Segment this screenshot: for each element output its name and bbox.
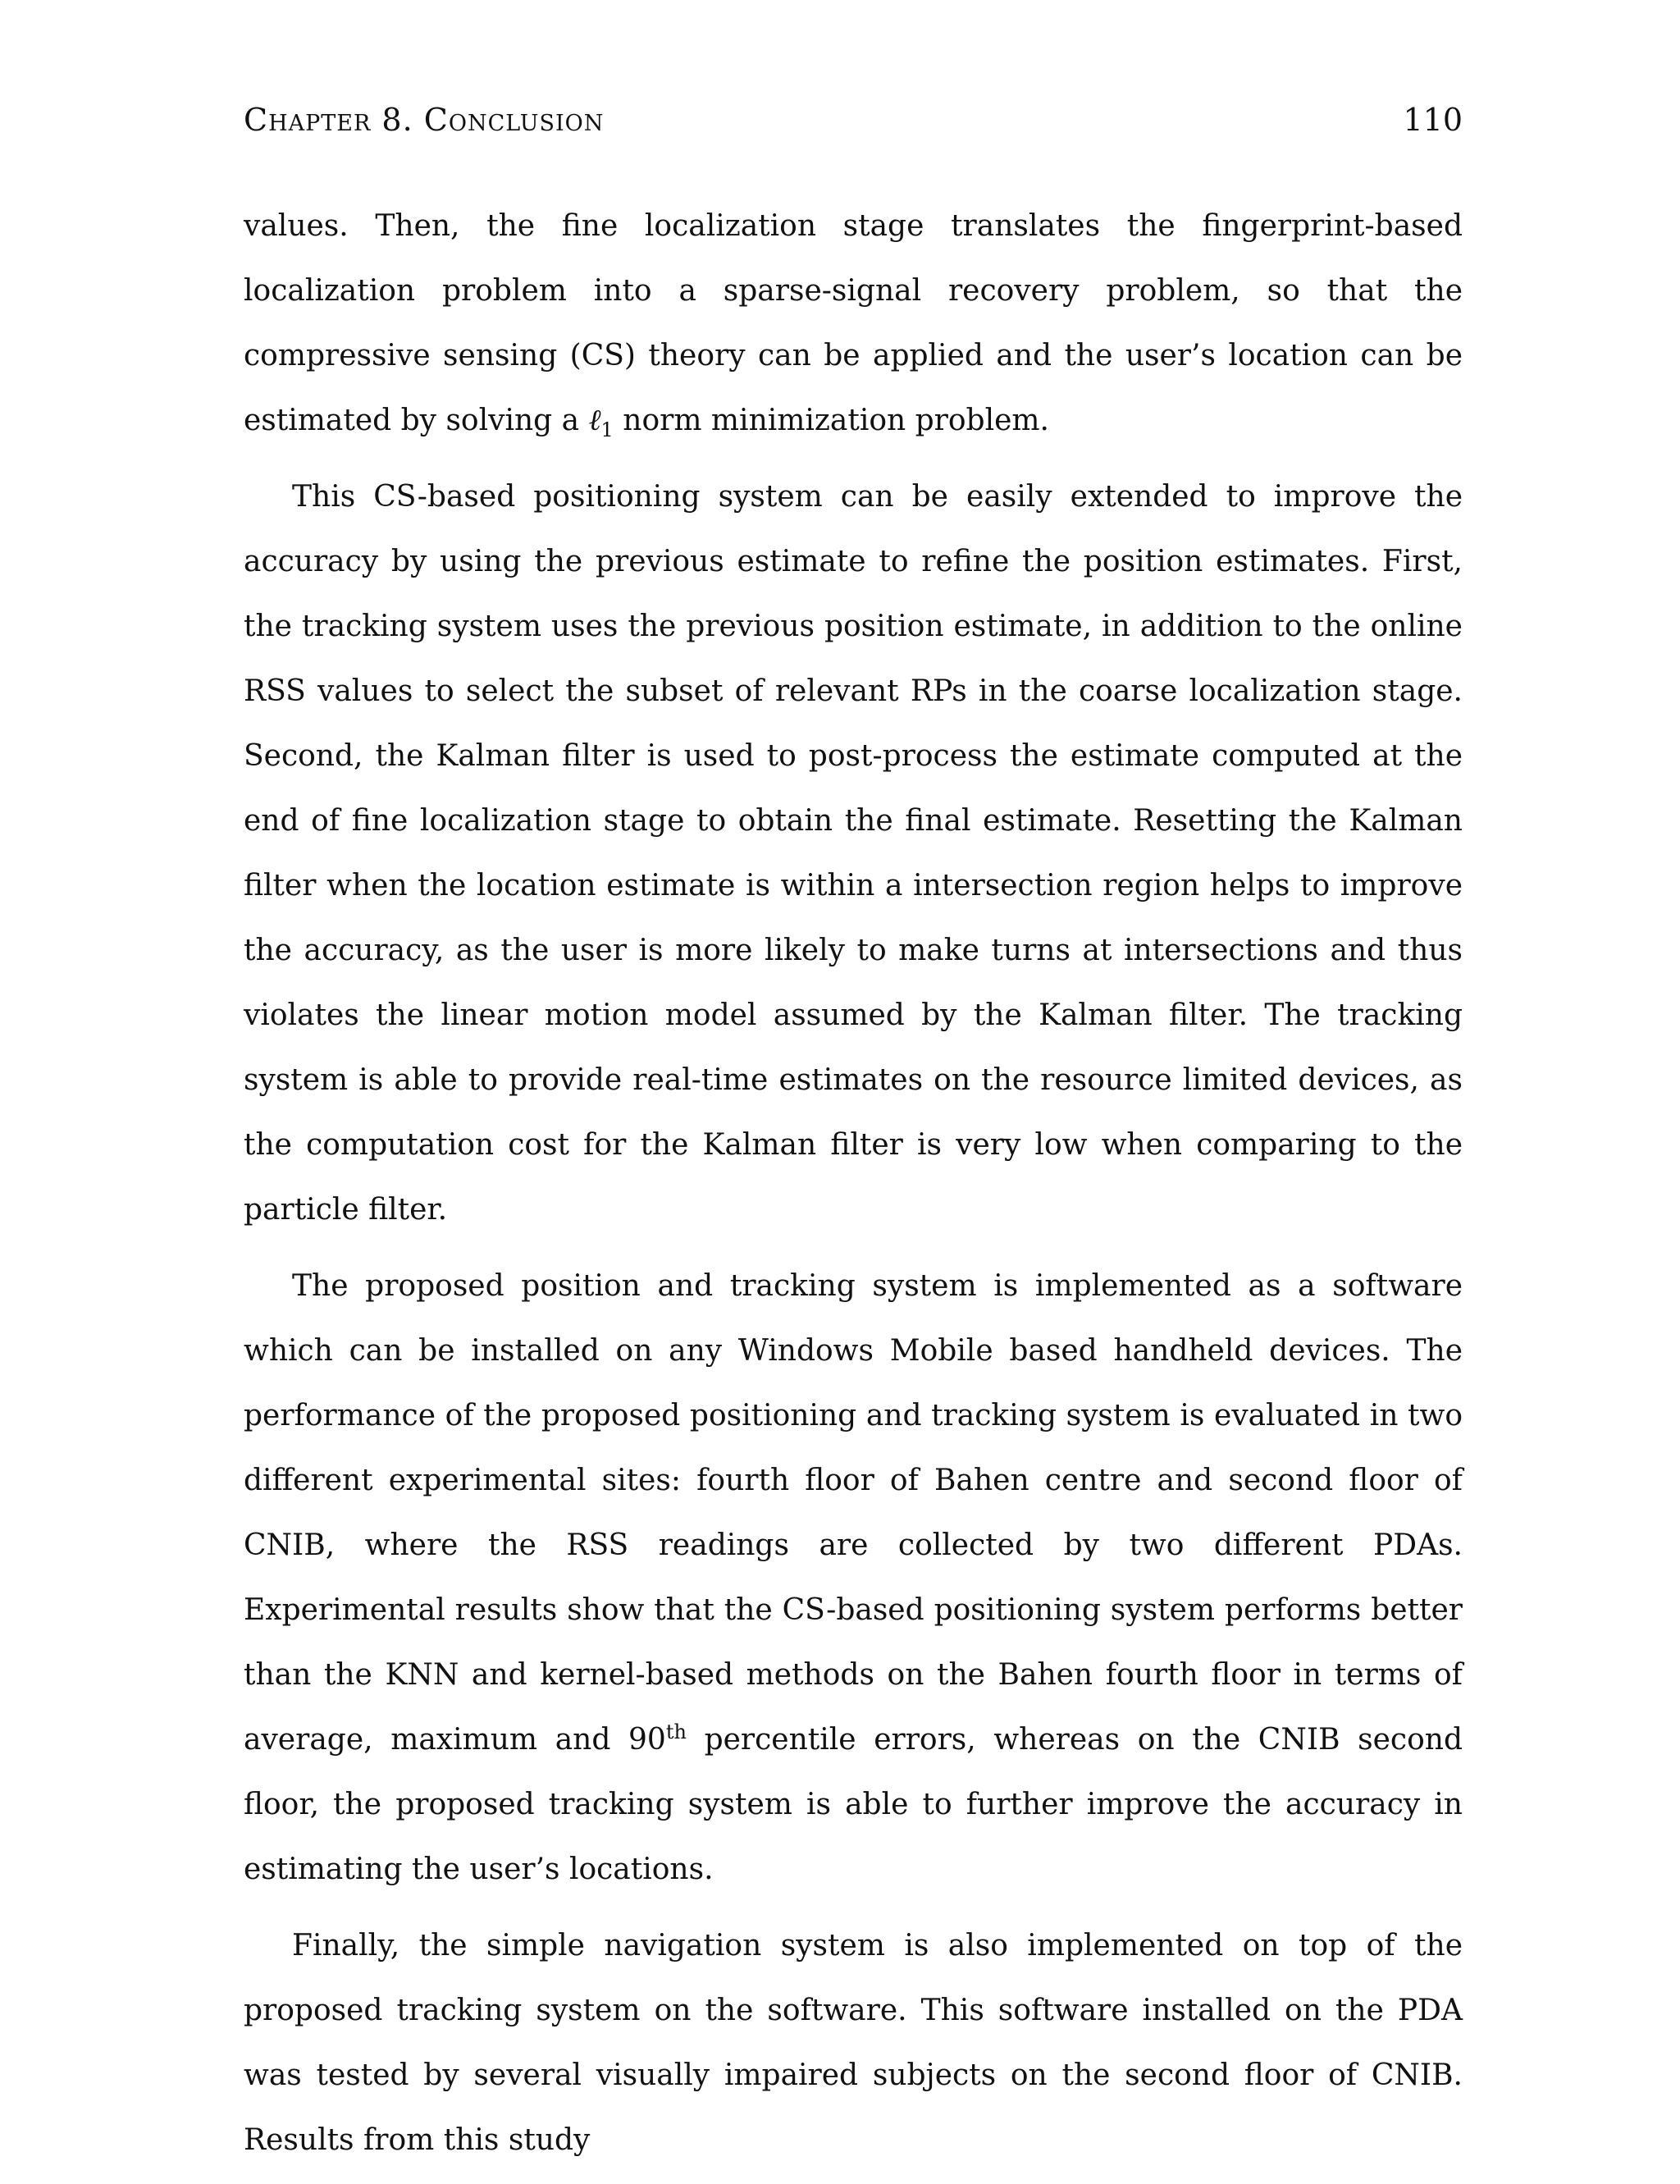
chapter-label: Chapter 8. Conclusion — [244, 102, 605, 138]
ell-symbol: ℓ — [588, 404, 601, 437]
paragraph-tracking-system: This CS-based positioning system can be easily extended to improve the accuracy by using the previous estimate to refine the position estimates. First, the tracking system uses the previous position estimate, in addition to the online RSS values to select the subset of relevant RPs in the coarse localization stage. Second, the Kalman filter is used to post-process the estimate computed at the end of fine localization stage to obtain the final estimate. Resetting the Kalman filter when the location estimate is within a intersection region helps to improve the accuracy, as the user is more likely to make turns at intersections and thus violates the linear motion model assumed by the Kalman filter. The tracking system is able to provide real-time estimates on the resource limited devices, as the computation cost for the Kalman filter is very low when comparing to the particle filter. — [244, 480, 1463, 1227]
paragraph-text-segment: The proposed position and tracking system is implemented as a software which can be installed on any Windows Mobile based handheld devices. The performance of the proposed positioning and tracking system is evaluated in two different experimental sites: fourth floor of Bahen centre and second floor of CNIB, where the RSS readings are collected by two different PDAs. Experimental results show that the CS-based positioning system performs better than the KNN and kernel-based methods on the Bahen fourth floor in terms of average, maximum and 90 — [244, 1269, 1463, 1757]
running-header — [244, 97, 1463, 143]
percentile-superscript: th — [665, 1720, 687, 1743]
paragraph-localization-summary — [244, 194, 1463, 453]
paragraph-text-segment: percentile errors, whereas on the CNIB second floor, the proposed tracking system is able to further improve the accuracy in estimating the user’s locations. — [244, 1723, 1463, 1886]
paragraph-text-segment: values. Then, the fine localization stage translates the fingerprint-based localization problem into a sparse-signal recovery problem, so that the compressive sensing (CS) theory can be applied and the user’s location can be estimated by solving a — [244, 209, 1463, 437]
paragraph-text-segment: norm minimization problem. — [613, 404, 1050, 437]
paragraph-navigation-system: Finally, the simple navigation system is also implemented on top of the proposed tracking system on the software. This software installed on the PDA was tested by several visually impaired subjects on the second floor of CNIB. Results from this study — [244, 1929, 1463, 2157]
page-number: 110 — [1403, 102, 1463, 138]
paragraph-implementation-results — [244, 1254, 1463, 1902]
ell-subscript: 1 — [600, 418, 614, 442]
body-text — [244, 194, 1463, 2184]
